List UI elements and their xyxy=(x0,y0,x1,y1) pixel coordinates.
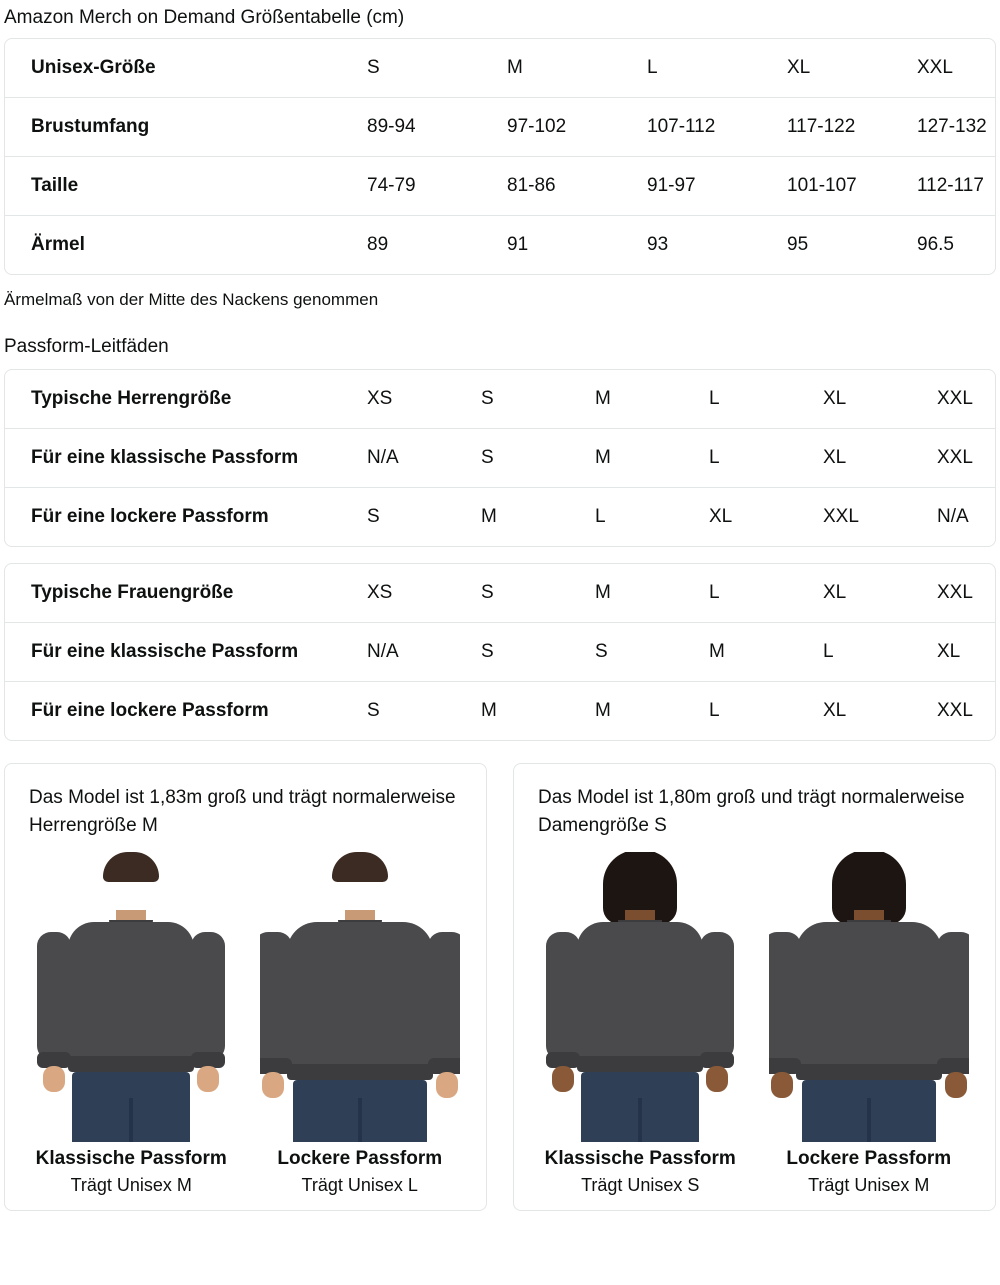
row-label: Typische Herrengröße xyxy=(31,388,232,409)
fit-title: Lockere Passform xyxy=(786,1148,952,1169)
cell: XL xyxy=(709,488,823,547)
cell: L xyxy=(647,57,658,78)
figure-classic-fit-male xyxy=(31,852,231,1198)
cell: XL xyxy=(823,582,847,603)
figure-classic-fit-female xyxy=(540,852,740,1198)
cell: 93 xyxy=(647,216,787,275)
cell: XXL xyxy=(937,682,995,741)
sweatshirt-illustration xyxy=(260,852,460,1142)
cell: L xyxy=(709,429,823,488)
cell: M xyxy=(507,57,523,78)
table-row xyxy=(5,370,995,429)
cell: 91-97 xyxy=(647,157,787,216)
size-table xyxy=(5,39,995,274)
table-row xyxy=(5,564,995,623)
row-label: Für eine lockere Passform xyxy=(5,488,367,547)
figures xyxy=(21,852,470,1198)
cell: 91 xyxy=(507,216,647,275)
fit-subtitle: Trägt Unisex S xyxy=(581,1175,700,1195)
row-label: Ärmel xyxy=(5,216,367,275)
row-label: Für eine klassische Passform xyxy=(5,429,367,488)
cell: S xyxy=(367,488,481,547)
cell: N/A xyxy=(367,429,481,488)
cell: 107-112 xyxy=(647,98,787,157)
cell: S xyxy=(481,623,595,682)
row-label: Unisex-Größe xyxy=(31,57,156,78)
model-caption: Das Model ist 1,83m groß und trägt normalerweise Herrengröße M xyxy=(29,787,456,836)
cell: XXL xyxy=(937,429,995,488)
sweatshirt-illustration xyxy=(769,852,969,1142)
model-caption: Das Model ist 1,80m groß und trägt normalerweise Damengröße S xyxy=(538,787,965,836)
cell: XXL xyxy=(917,57,953,78)
cell: 89 xyxy=(367,216,507,275)
fit-subtitle: Trägt Unisex M xyxy=(70,1175,192,1195)
fit-guides-label: Passform-Leitfäden xyxy=(4,336,169,357)
cell: L xyxy=(823,623,937,682)
mens-fit-table xyxy=(5,370,995,546)
row-label: Taille xyxy=(5,157,367,216)
cell: S xyxy=(481,388,494,409)
cell: S xyxy=(481,429,595,488)
fit-title: Klassische Passform xyxy=(544,1148,736,1169)
table-row xyxy=(5,623,995,682)
table-row xyxy=(5,682,995,741)
cell: 127-132 xyxy=(917,98,995,157)
cell: 96.5 xyxy=(917,216,995,275)
cell: 89-94 xyxy=(367,98,507,157)
cell: M xyxy=(481,488,595,547)
row-label: Für eine klassische Passform xyxy=(5,623,367,682)
row-label: Typische Frauengröße xyxy=(31,582,234,603)
row-label: Für eine lockere Passform xyxy=(5,682,367,741)
page-title: Amazon Merch on Demand Größentabelle (cm) xyxy=(4,7,405,28)
cell: N/A xyxy=(367,623,481,682)
cell: 112-117 xyxy=(917,157,995,216)
cell: 81-86 xyxy=(507,157,647,216)
cell: M xyxy=(481,682,595,741)
cell: XXL xyxy=(937,582,973,603)
womens-fit-table xyxy=(5,564,995,740)
cell: 97-102 xyxy=(507,98,647,157)
cell: S xyxy=(367,57,380,78)
figure-loose-fit-female xyxy=(769,852,969,1198)
cell: M xyxy=(595,582,611,603)
table-row xyxy=(5,429,995,488)
figures xyxy=(530,852,979,1198)
cell: XS xyxy=(367,582,393,603)
cell: S xyxy=(595,623,709,682)
table-row xyxy=(5,216,995,275)
fit-subtitle: Trägt Unisex L xyxy=(301,1175,418,1195)
cell: M xyxy=(595,682,709,741)
row-label: Brustumfang xyxy=(5,98,367,157)
cell: 117-122 xyxy=(787,98,917,157)
model-cards-row xyxy=(4,763,996,1211)
fit-title: Lockere Passform xyxy=(277,1148,443,1169)
sleeve-measure-note: Ärmelmaß von der Mitte des Nackens genommen xyxy=(4,290,379,309)
fit-title: Klassische Passform xyxy=(35,1148,227,1169)
cell: XXL xyxy=(823,488,937,547)
cell: XL xyxy=(823,682,937,741)
sweatshirt-illustration xyxy=(540,852,740,1142)
table-row xyxy=(5,39,995,98)
womens-fit-table-card xyxy=(4,563,996,741)
model-card-female xyxy=(513,763,996,1211)
size-table-card xyxy=(4,38,996,275)
table-row xyxy=(5,98,995,157)
table-row xyxy=(5,488,995,547)
model-card-male xyxy=(4,763,487,1211)
mens-fit-table-card xyxy=(4,369,996,547)
table-row xyxy=(5,157,995,216)
cell: XXL xyxy=(937,388,973,409)
cell: L xyxy=(709,388,720,409)
cell: N/A xyxy=(937,488,995,547)
cell: 101-107 xyxy=(787,157,917,216)
cell: S xyxy=(481,582,494,603)
cell: XS xyxy=(367,388,393,409)
cell: M xyxy=(595,429,709,488)
cell: XL xyxy=(823,429,937,488)
cell: XL xyxy=(937,623,995,682)
cell: L xyxy=(595,488,709,547)
cell: L xyxy=(709,582,720,603)
cell: XL xyxy=(823,388,847,409)
cell: M xyxy=(595,388,611,409)
figure-loose-fit-male xyxy=(260,852,460,1198)
fit-subtitle: Trägt Unisex M xyxy=(808,1175,930,1195)
cell: XL xyxy=(787,57,811,78)
cell: S xyxy=(367,682,481,741)
cell: M xyxy=(709,623,823,682)
cell: L xyxy=(709,682,823,741)
cell: 74-79 xyxy=(367,157,507,216)
sweatshirt-illustration xyxy=(31,852,231,1142)
cell: 95 xyxy=(787,216,917,275)
